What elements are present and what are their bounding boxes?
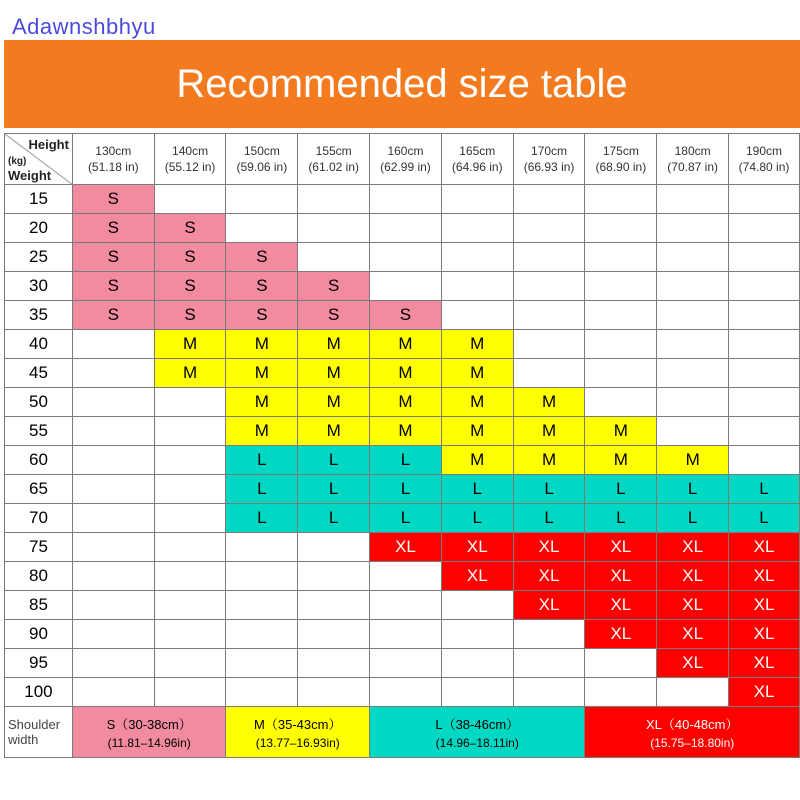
size-cell: M xyxy=(154,330,226,359)
shoulder-range-in: (11.81–14.96in) xyxy=(107,736,191,750)
watermark-text: Adawnshbhyu xyxy=(12,14,156,39)
size-cell: S xyxy=(72,214,154,243)
table-row xyxy=(5,649,800,678)
size-cell: L xyxy=(298,504,370,533)
size-cell xyxy=(585,678,657,707)
size-cell xyxy=(370,620,442,649)
size-cell xyxy=(226,533,298,562)
weight-cell: 95 xyxy=(5,649,73,678)
size-cell: S xyxy=(154,243,226,272)
weight-cell: 80 xyxy=(5,562,73,591)
size-cell xyxy=(370,243,442,272)
size-cell xyxy=(298,533,370,562)
size-cell: M xyxy=(298,417,370,446)
shoulder-label-line2: width xyxy=(8,732,39,747)
size-cell xyxy=(298,185,370,214)
size-cell: L xyxy=(729,475,800,504)
title-banner xyxy=(4,40,800,128)
size-cell xyxy=(298,562,370,591)
size-cell: XL xyxy=(441,562,513,591)
size-cell: S xyxy=(154,301,226,330)
table-row xyxy=(5,504,800,533)
height-in: (51.18 in) xyxy=(87,160,139,174)
height-cm: 150cm xyxy=(243,144,280,158)
size-cell xyxy=(585,243,657,272)
table-row xyxy=(5,533,800,562)
size-cell xyxy=(585,359,657,388)
size-cell: M xyxy=(226,330,298,359)
size-cell xyxy=(441,214,513,243)
size-cell xyxy=(226,214,298,243)
size-cell: M xyxy=(441,446,513,475)
weight-cell: 35 xyxy=(5,301,73,330)
size-cell: S xyxy=(298,272,370,301)
size-cell: M xyxy=(226,359,298,388)
shoulder-size-xl xyxy=(585,707,800,758)
size-cell xyxy=(657,272,729,301)
size-cell: L xyxy=(729,504,800,533)
height-in: (59.06 in) xyxy=(236,160,288,174)
height-header-cell xyxy=(657,134,729,185)
height-in: (70.87 in) xyxy=(667,160,718,174)
height-cm: 155cm xyxy=(315,144,352,158)
size-cell xyxy=(729,243,800,272)
size-cell xyxy=(513,649,585,678)
size-cell xyxy=(657,185,729,214)
size-cell: L xyxy=(657,504,729,533)
size-cell: M xyxy=(657,446,729,475)
size-cell: S xyxy=(226,243,298,272)
table-row xyxy=(5,185,800,214)
size-cell: M xyxy=(441,417,513,446)
size-cell xyxy=(370,214,442,243)
table-row xyxy=(5,243,800,272)
table-row xyxy=(5,301,800,330)
size-cell: L xyxy=(370,446,442,475)
size-cell xyxy=(513,272,585,301)
size-cell xyxy=(370,678,442,707)
size-cell xyxy=(441,678,513,707)
size-cell xyxy=(729,417,800,446)
shoulder-width-label xyxy=(5,707,73,758)
size-cell: XL xyxy=(657,562,729,591)
size-cell xyxy=(72,446,154,475)
size-cell xyxy=(513,214,585,243)
height-in: (55.12 in) xyxy=(164,160,216,174)
height-cm: 130cm xyxy=(95,144,132,158)
weight-cell: 85 xyxy=(5,591,73,620)
size-cell: M xyxy=(298,388,370,417)
size-cell: M xyxy=(585,446,657,475)
size-cell xyxy=(729,330,800,359)
size-cell: XL xyxy=(513,591,585,620)
size-cell: L xyxy=(370,475,442,504)
size-cell xyxy=(729,214,800,243)
height-in: (66.93 in) xyxy=(523,160,575,174)
size-cell: M xyxy=(298,330,370,359)
size-cell: M xyxy=(370,388,442,417)
shoulder-range-in: (13.77–16.93in) xyxy=(255,736,340,750)
weight-cell: 50 xyxy=(5,388,73,417)
size-cell xyxy=(585,649,657,678)
shoulder-range-cm: L（38-46cm） xyxy=(435,717,520,732)
size-cell xyxy=(298,649,370,678)
size-cell xyxy=(226,620,298,649)
size-cell: M xyxy=(441,330,513,359)
size-cell xyxy=(657,243,729,272)
size-cell: S xyxy=(226,272,298,301)
size-cell xyxy=(657,359,729,388)
size-cell: XL xyxy=(729,678,800,707)
size-cell: L xyxy=(513,504,585,533)
table-row xyxy=(5,591,800,620)
size-cell xyxy=(72,330,154,359)
height-header-cell xyxy=(154,134,226,185)
size-cell xyxy=(154,533,226,562)
size-cell: L xyxy=(226,504,298,533)
size-cell xyxy=(370,185,442,214)
size-cell xyxy=(657,301,729,330)
height-header-cell xyxy=(729,134,800,185)
size-cell: L xyxy=(441,504,513,533)
weight-cell: 15 xyxy=(5,185,73,214)
size-cell xyxy=(72,504,154,533)
size-cell: L xyxy=(298,446,370,475)
height-in: (74.80 in) xyxy=(738,160,790,174)
size-cell: M xyxy=(441,388,513,417)
height-cm: 180cm xyxy=(674,144,711,158)
size-cell xyxy=(441,243,513,272)
size-cell xyxy=(72,475,154,504)
size-cell xyxy=(657,388,729,417)
size-cell xyxy=(441,185,513,214)
height-header-cell xyxy=(441,134,513,185)
height-header-cell xyxy=(226,134,298,185)
size-cell xyxy=(154,649,226,678)
weight-axis-label: Weight xyxy=(8,168,52,183)
size-cell xyxy=(226,649,298,678)
weight-cell: 55 xyxy=(5,417,73,446)
size-cell: M xyxy=(513,446,585,475)
size-cell xyxy=(72,417,154,446)
size-cell xyxy=(729,446,800,475)
weight-cell: 25 xyxy=(5,243,73,272)
size-cell xyxy=(370,649,442,678)
size-cell: S xyxy=(298,301,370,330)
height-header-cell xyxy=(370,134,442,185)
size-cell xyxy=(370,562,442,591)
size-cell xyxy=(72,649,154,678)
size-cell xyxy=(513,185,585,214)
size-cell: L xyxy=(585,475,657,504)
size-cell xyxy=(298,678,370,707)
table-row xyxy=(5,272,800,301)
weight-cell: 40 xyxy=(5,330,73,359)
weight-cell: 30 xyxy=(5,272,73,301)
size-cell: S xyxy=(72,185,154,214)
height-header-cell xyxy=(585,134,657,185)
size-cell xyxy=(441,272,513,301)
size-cell: XL xyxy=(729,649,800,678)
size-cell xyxy=(585,214,657,243)
size-cell xyxy=(729,301,800,330)
size-cell xyxy=(657,678,729,707)
size-cell: XL xyxy=(657,649,729,678)
table-row xyxy=(5,475,800,504)
size-cell xyxy=(585,330,657,359)
size-cell: XL xyxy=(585,562,657,591)
size-cell xyxy=(226,678,298,707)
table-row xyxy=(5,678,800,707)
shoulder-label-line1: Shoulder xyxy=(8,717,61,732)
size-cell: M xyxy=(513,417,585,446)
size-cell xyxy=(370,591,442,620)
shoulder-range-cm: S（30-38cm） xyxy=(106,717,192,732)
height-header-cell xyxy=(298,134,370,185)
size-cell xyxy=(729,272,800,301)
size-cell: L xyxy=(226,475,298,504)
height-cm: 165cm xyxy=(459,144,496,158)
height-in: (61.02 in) xyxy=(308,160,360,174)
size-cell xyxy=(154,417,226,446)
shoulder-range-in: (15.75–18.80in) xyxy=(650,736,735,750)
size-cell: M xyxy=(441,359,513,388)
size-cell xyxy=(513,301,585,330)
size-cell xyxy=(154,562,226,591)
size-cell: S xyxy=(370,301,442,330)
size-cell xyxy=(72,591,154,620)
size-cell xyxy=(298,214,370,243)
size-cell xyxy=(441,591,513,620)
size-cell: L xyxy=(513,475,585,504)
height-header-cell xyxy=(513,134,585,185)
height-cm: 175cm xyxy=(602,144,639,158)
size-cell xyxy=(657,214,729,243)
size-cell xyxy=(657,330,729,359)
weight-cell: 90 xyxy=(5,620,73,649)
size-cell xyxy=(729,359,800,388)
size-cell: M xyxy=(585,417,657,446)
weight-cell: 70 xyxy=(5,504,73,533)
weight-cell: 45 xyxy=(5,359,73,388)
height-axis-label: Height xyxy=(28,137,69,152)
size-cell xyxy=(72,388,154,417)
size-cell: XL xyxy=(657,591,729,620)
shoulder-size-s xyxy=(72,707,226,758)
height-header-cell xyxy=(72,134,154,185)
size-cell: L xyxy=(657,475,729,504)
size-cell: S xyxy=(154,214,226,243)
size-cell: XL xyxy=(657,620,729,649)
size-cell xyxy=(72,359,154,388)
height-in: (62.99 in) xyxy=(380,160,431,174)
table-row xyxy=(5,388,800,417)
weight-cell: 20 xyxy=(5,214,73,243)
size-cell xyxy=(154,591,226,620)
height-cm: 190cm xyxy=(746,144,783,158)
size-cell: XL xyxy=(729,591,800,620)
table-row xyxy=(5,446,800,475)
shoulder-size-l xyxy=(370,707,585,758)
unit-label: (kg) xyxy=(8,156,27,167)
size-cell xyxy=(370,272,442,301)
size-cell xyxy=(585,301,657,330)
size-cell xyxy=(226,185,298,214)
size-cell: L xyxy=(370,504,442,533)
size-cell: S xyxy=(154,272,226,301)
size-cell xyxy=(657,417,729,446)
size-cell xyxy=(72,678,154,707)
size-cell: XL xyxy=(585,620,657,649)
page-title: Recommended size table xyxy=(176,61,628,106)
size-cell xyxy=(226,591,298,620)
size-cell: XL xyxy=(513,533,585,562)
size-cell xyxy=(585,272,657,301)
size-cell xyxy=(72,533,154,562)
height-cm: 170cm xyxy=(531,144,568,158)
size-cell xyxy=(513,243,585,272)
size-cell: M xyxy=(154,359,226,388)
size-cell: L xyxy=(226,446,298,475)
size-cell xyxy=(298,620,370,649)
size-cell: M xyxy=(370,417,442,446)
header-row xyxy=(5,134,800,185)
size-cell: XL xyxy=(657,533,729,562)
table-row xyxy=(5,562,800,591)
size-cell xyxy=(585,388,657,417)
size-cell: M xyxy=(370,330,442,359)
height-cm: 160cm xyxy=(387,144,424,158)
size-cell xyxy=(154,475,226,504)
weight-cell: 65 xyxy=(5,475,73,504)
height-in: (64.96 in) xyxy=(451,160,503,174)
size-cell: M xyxy=(513,388,585,417)
height-in: (68.90 in) xyxy=(595,160,647,174)
size-cell xyxy=(729,388,800,417)
size-cell: XL xyxy=(370,533,442,562)
size-cell xyxy=(729,185,800,214)
size-cell: S xyxy=(226,301,298,330)
size-cell xyxy=(72,562,154,591)
size-cell: XL xyxy=(441,533,513,562)
size-cell: XL xyxy=(729,620,800,649)
table-row xyxy=(5,330,800,359)
weight-cell: 60 xyxy=(5,446,73,475)
size-cell xyxy=(154,620,226,649)
size-cell: XL xyxy=(585,533,657,562)
shoulder-range-cm: XL（40-48cm） xyxy=(645,717,739,732)
size-cell: L xyxy=(298,475,370,504)
size-cell xyxy=(585,185,657,214)
size-cell xyxy=(154,185,226,214)
table-row xyxy=(5,359,800,388)
size-cell: S xyxy=(72,301,154,330)
size-cell: L xyxy=(585,504,657,533)
table-row xyxy=(5,620,800,649)
size-cell xyxy=(441,301,513,330)
size-cell xyxy=(154,678,226,707)
shoulder-range-cm: M（35-43cm） xyxy=(254,717,342,732)
size-cell xyxy=(513,620,585,649)
size-cell: XL xyxy=(729,562,800,591)
size-cell: M xyxy=(370,359,442,388)
size-cell xyxy=(154,504,226,533)
table-row xyxy=(5,214,800,243)
size-cell: S xyxy=(72,272,154,301)
size-cell: L xyxy=(441,475,513,504)
table-row xyxy=(5,417,800,446)
size-cell xyxy=(441,620,513,649)
shoulder-width-row xyxy=(5,707,800,758)
size-cell: XL xyxy=(513,562,585,591)
weight-cell: 75 xyxy=(5,533,73,562)
shoulder-size-m xyxy=(226,707,370,758)
size-cell xyxy=(513,359,585,388)
size-cell: M xyxy=(226,388,298,417)
size-cell: XL xyxy=(585,591,657,620)
height-cm: 140cm xyxy=(172,144,209,158)
size-cell xyxy=(513,330,585,359)
size-table xyxy=(4,133,800,758)
size-cell xyxy=(154,446,226,475)
size-cell xyxy=(226,562,298,591)
size-cell xyxy=(298,591,370,620)
size-cell xyxy=(298,243,370,272)
corner-cell xyxy=(5,134,73,185)
size-cell: S xyxy=(72,243,154,272)
size-cell xyxy=(441,649,513,678)
shoulder-range-in: (14.96–18.11in) xyxy=(435,736,519,750)
size-cell: XL xyxy=(729,533,800,562)
weight-cell: 100 xyxy=(5,678,73,707)
size-cell xyxy=(154,388,226,417)
size-cell xyxy=(513,678,585,707)
size-cell: M xyxy=(226,417,298,446)
size-cell xyxy=(72,620,154,649)
size-cell: M xyxy=(298,359,370,388)
